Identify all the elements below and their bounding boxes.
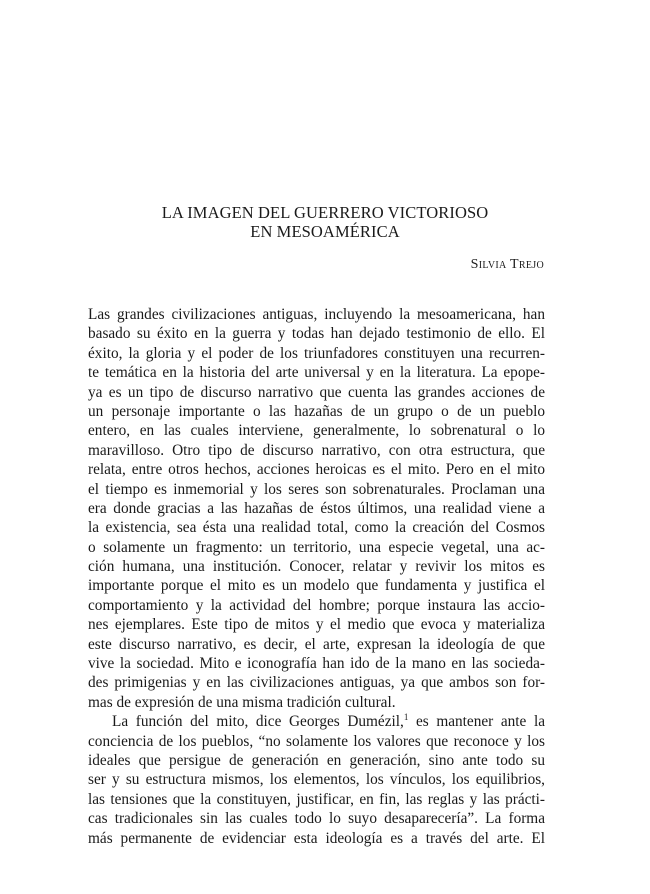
- paragraph-1: [88, 305, 545, 712]
- article-title: [0, 203, 650, 241]
- text-line: o solamente un fragmento: un territorio, una especie vegetal, una ac-: [88, 538, 545, 556]
- author-name: Silvia Trejo: [470, 257, 544, 272]
- text-line: importante porque el mito es un modelo que fundamenta y justifica el: [88, 577, 545, 595]
- text-line: des primigenias y en las civilizaciones antiguas, ya que ambos son for-: [88, 674, 545, 692]
- text-line: basado su éxito en la guerra y todas han dejado testimonio de ello. El: [88, 325, 545, 343]
- text-line: era donde gracias a las hazañas de éstos últimos, una realidad viene a: [88, 499, 545, 517]
- text-line: ideales que persigue de generación en generación, sino ante todo su: [88, 751, 545, 769]
- text-segment: es mantener ante la: [408, 713, 545, 731]
- text-line: [88, 712, 545, 731]
- text-line: la existencia, sea ésta una realidad total, como la creación del Cosmos: [88, 519, 545, 537]
- text-line: mas de expresión de una misma tradición cultural.: [88, 693, 396, 711]
- title-line-2: EN MESOAMÉRICA: [250, 222, 400, 241]
- text-line: relata, entre otros hechos, acciones heroicas es el mito. Pero en el mito: [88, 461, 545, 479]
- text-line: más permanente de evidenciar esta ideología es a través del arte. El: [88, 829, 545, 847]
- text-line: ser y su estructura mismos, los elementos, los vínculos, los equilibrios,: [88, 771, 545, 789]
- footnote-reference[interactable]: 1: [403, 712, 409, 723]
- text-line: maravilloso. Otro tipo de discurso narrativo, con otra estructura, que: [88, 441, 545, 459]
- text-line: un personaje importante o las hazañas de un grupo o de un pueblo: [88, 402, 545, 420]
- text-line: las tensiones que la constituyen, justificar, en fin, las reglas y las prácti-: [88, 790, 545, 808]
- body-text: [88, 305, 545, 848]
- paragraph-2: [88, 712, 545, 848]
- text-line: Las grandes civilizaciones antiguas, incluyendo la mesoamericana, han: [88, 306, 545, 323]
- text-line: el tiempo es inmemorial y los seres son sobrenaturales. Proclaman una: [88, 480, 545, 498]
- text-line: ya es un tipo de discurso narrativo que cuenta las grandes acciones de: [88, 383, 545, 401]
- text-line: te temática en la historia del arte universal y en la literatura. La epope-: [88, 364, 545, 382]
- text-line: éxito, la gloria y el poder de los triunfadores constituyen una recurren-: [88, 344, 545, 362]
- text-line: conciencia de los pueblos, “no solamente los valores que reconoce y los: [88, 732, 545, 750]
- text-line: este discurso narrativo, es decir, el arte, expresan la ideología de que: [88, 635, 545, 653]
- text-segment: La función del mito, dice Georges Dumézil,: [112, 713, 404, 731]
- text-line: nes ejemplares. Este tipo de mitos y el medio que evoca y materializa: [88, 616, 545, 634]
- text-line: vive la sociedad. Mito e iconografía han ido de la mano en las socieda-: [88, 655, 545, 673]
- text-line: cas tradicionales sin las cuales todo lo suyo desaparecería”. La forma: [88, 810, 545, 828]
- text-line: entero, en las cuales interviene, generalmente, lo sobrenatural o lo: [88, 422, 545, 440]
- text-line: ción humana, una institución. Conocer, relatar y revivir los mitos es: [88, 558, 545, 576]
- title-line-1: LA IMAGEN DEL GUERRERO VICTORIOSO: [161, 203, 489, 222]
- text-line: comportamiento y la actividad del hombre; porque instaura las accio-: [88, 596, 545, 614]
